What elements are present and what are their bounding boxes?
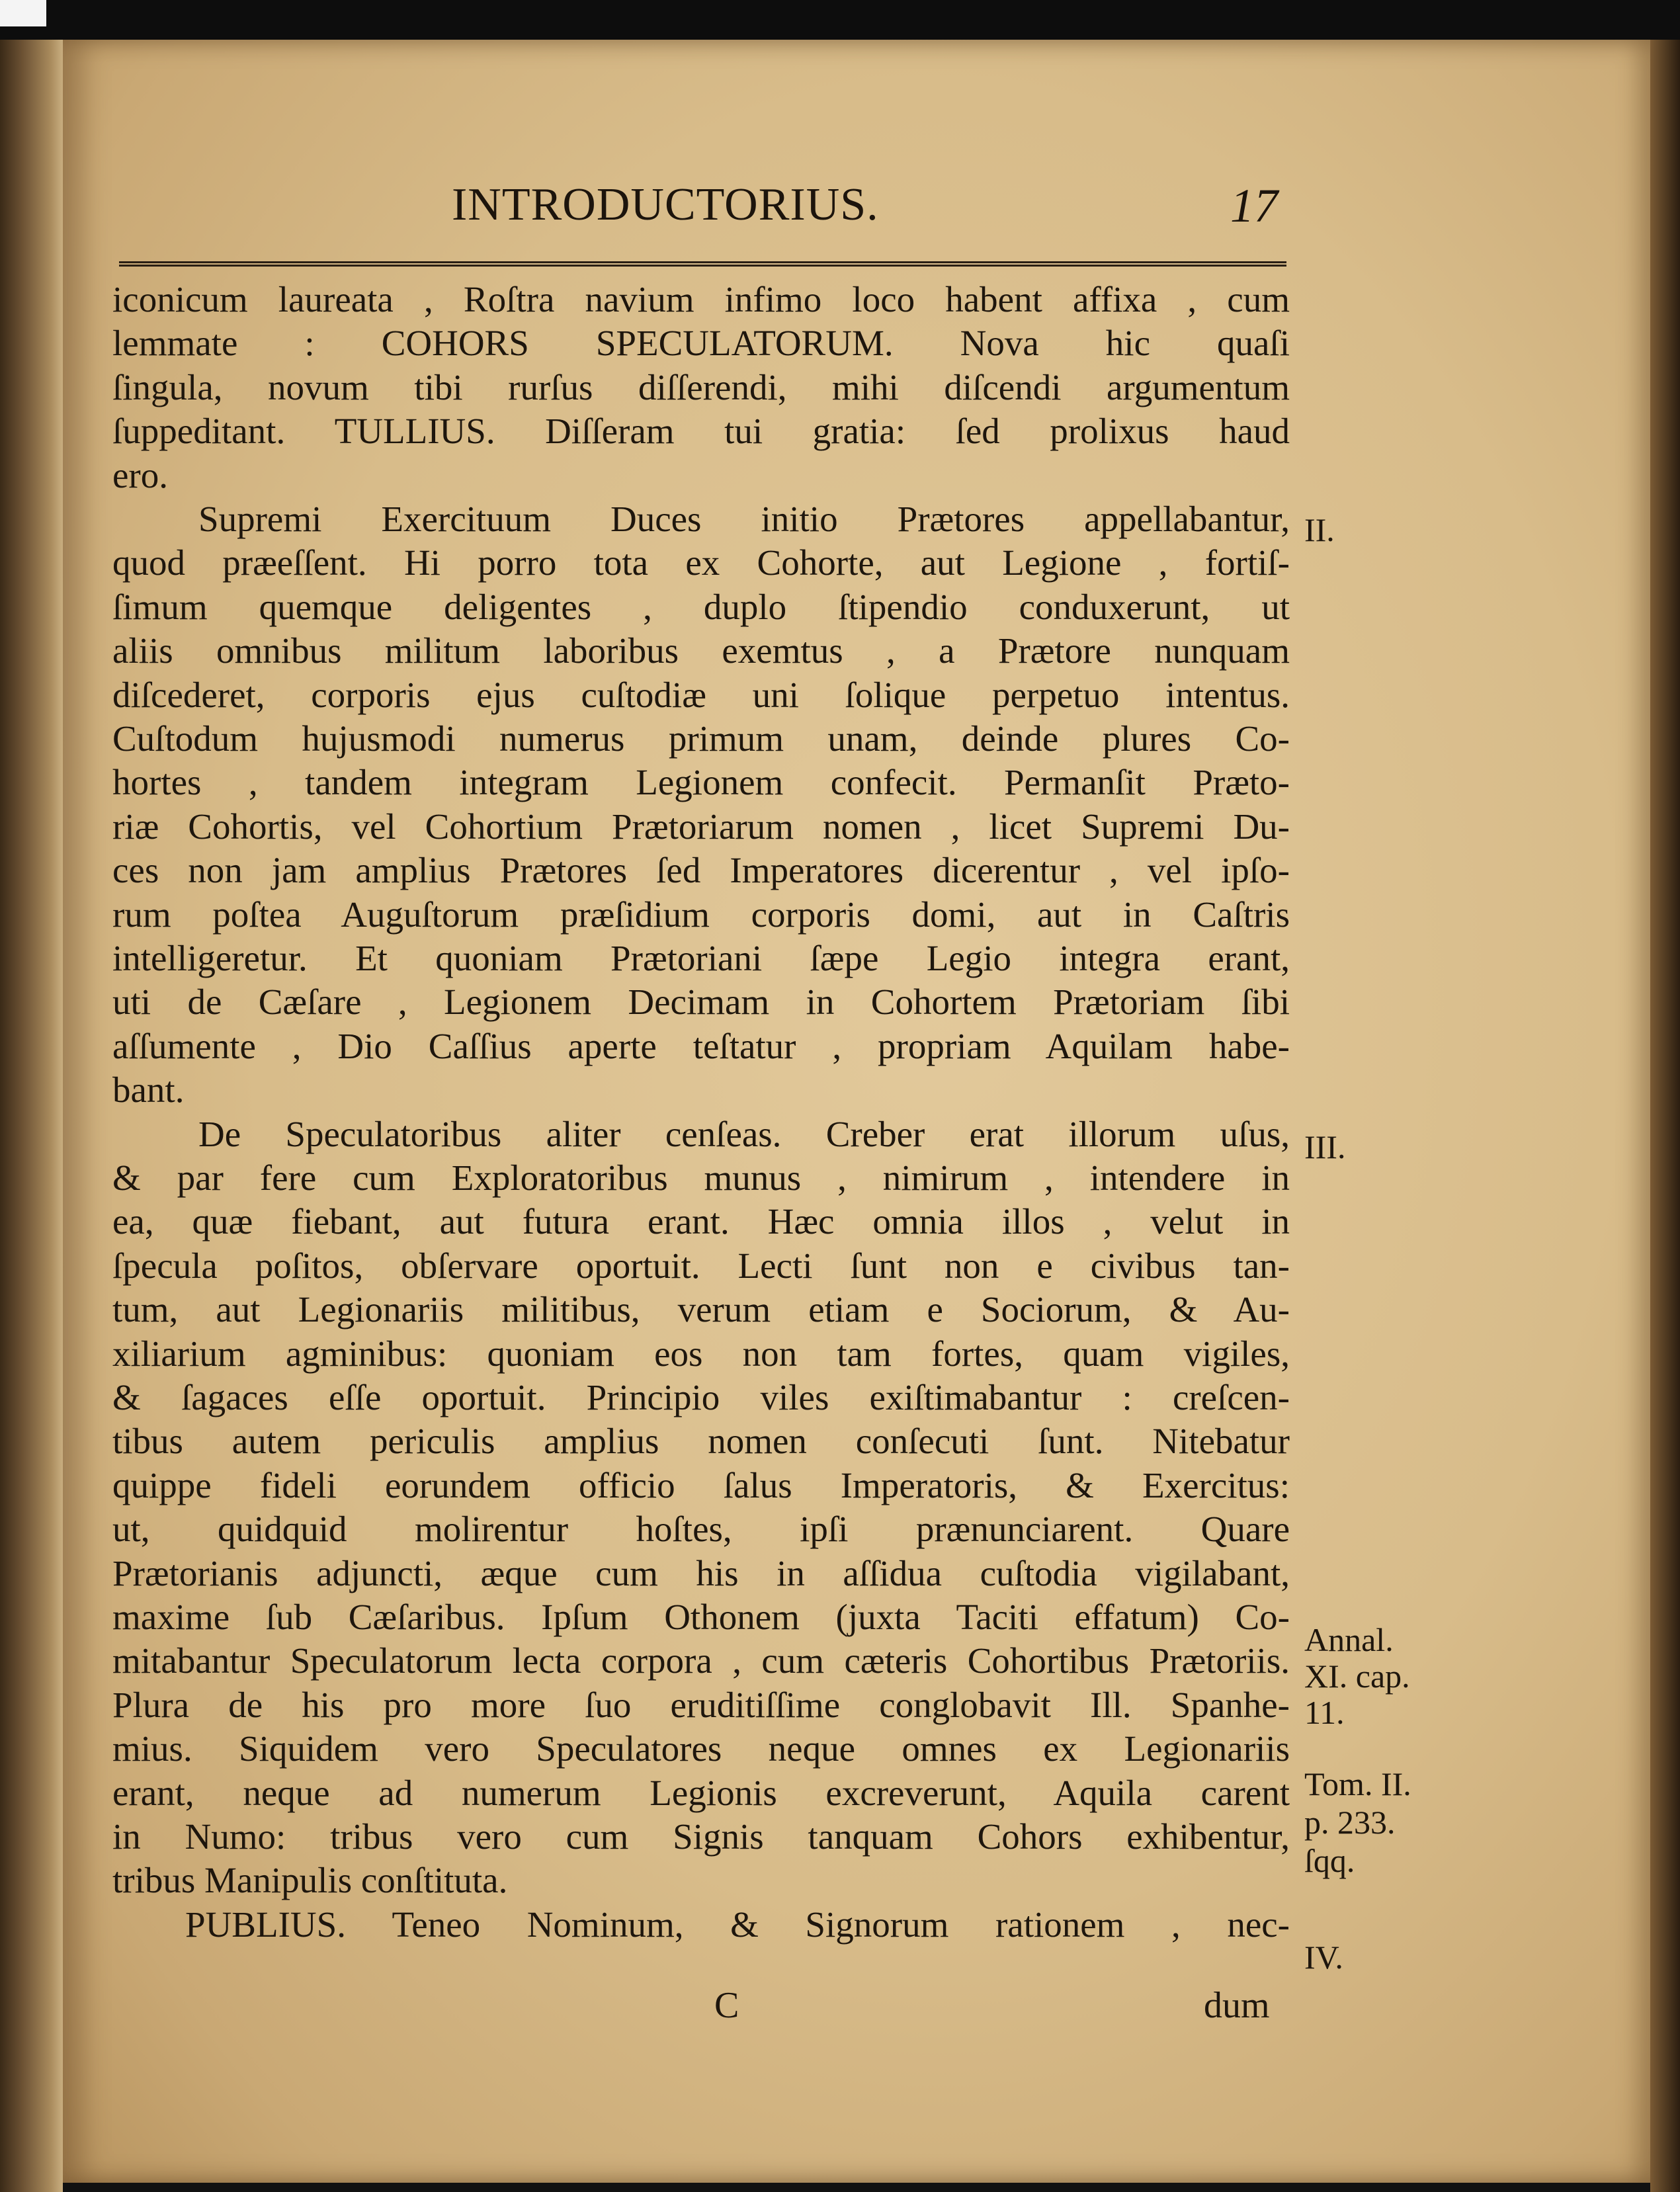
- page-number: 17: [1230, 179, 1278, 232]
- text-line: mitabantur Speculatorum lecta corpora , cum cæteris Cohortibus Prætoriis.: [112, 1640, 1290, 1681]
- text-line: Supremi Exercituum Duces initio Prætores appellabantur,: [198, 499, 1290, 539]
- text-line: PUBLIUS. Teneo Nominum, & Signorum rationem , nec-: [185, 1904, 1290, 1945]
- book-spine: [0, 40, 63, 2192]
- text-line: iconicum laureata , Roſtra navium infimo loco habent affixa , cum: [112, 279, 1290, 319]
- margin-note: IV.: [1304, 1939, 1343, 1976]
- signature-mark: C: [714, 1985, 739, 2026]
- text-line: ſuppeditant. TULLIUS. Diſſeram tui gratia: ſed prolixus haud: [112, 411, 1290, 452]
- text-line: in Numo: tribus vero cum Signis tanquam Cohors exhibentur,: [112, 1816, 1290, 1857]
- text-line: rum poſtea Auguſtorum præſidium corporis domi, aut in Caſtris: [112, 894, 1290, 935]
- catchword: dum: [1204, 1985, 1270, 2026]
- text-line: mius. Siquidem vero Speculatores neque omnes ex Legionariis: [112, 1728, 1290, 1769]
- text-line: uti de Cæſare , Legionem Decimam in Cohortem Prætoriam ſibi: [112, 982, 1290, 1023]
- corner-chip: [0, 0, 46, 26]
- text-line: De Speculatoribus aliter cenſeas. Creber erat illorum uſus,: [198, 1113, 1290, 1154]
- text-line: ſingula, novum tibi rurſus diſſerendi, mihi diſcendi argumentum: [112, 366, 1290, 407]
- text-line: aſſumente , Dio Caſſius aperte teſtatur , propriam Aquilam habe-: [112, 1025, 1290, 1066]
- margin-note: XI. cap.: [1304, 1658, 1410, 1695]
- top-bar: [0, 0, 1680, 40]
- text-line: hortes , tandem integram Legionem confecit. Permanſit Præto-: [112, 762, 1290, 803]
- text-line: riæ Cohortis, vel Cohortium Prætoriarum nomen , licet Supremi Du-: [112, 806, 1290, 847]
- text-line: tribus Manipulis conſtituta.: [112, 1860, 508, 1901]
- text-line: lemmate : COHORS SPECULATORUM. Nova hic quaſi: [112, 323, 1290, 364]
- margin-note: p. 233.: [1304, 1804, 1396, 1841]
- text-line: Cuſtodum hujusmodi numerus primum unam, deinde plures Co-: [112, 718, 1290, 759]
- text-line: ſpecula poſitos, obſervare oportuit. Lecti ſunt non e civibus tan-: [112, 1245, 1290, 1286]
- margin-note: Tom. II.: [1304, 1765, 1411, 1802]
- text-line: ero.: [112, 454, 168, 495]
- text-line: ea, quæ fiebant, aut futura erant. Hæc omnia illos , velut in: [112, 1201, 1290, 1242]
- text-line: quippe fideli eorundem officio ſalus Imperatoris, & Exercitus:: [112, 1464, 1290, 1505]
- text-line: tibus autem periculis amplius nomen conſecuti ſunt. Nitebatur: [112, 1421, 1290, 1462]
- text-line: Prætorianis adjuncti, æque cum his in aſſidua cuſtodia vigilabant,: [112, 1552, 1290, 1593]
- margin-note: ſqq.: [1304, 1842, 1355, 1879]
- margin-note: Annal.: [1304, 1621, 1394, 1658]
- text-line: ces non jam amplius Prætores ſed Imperatores dicerentur , vel ipſo-: [112, 850, 1290, 891]
- text-line: aliis omnibus militum laboribus exemtus , a Prætore nunquam: [112, 630, 1290, 671]
- text-line: maxime ſub Cæſaribus. Ipſum Othonem (juxta Taciti effatum) Co-: [112, 1597, 1290, 1637]
- text-line: xiliarium agminibus: quoniam eos non tam fortes, quam vigiles,: [112, 1333, 1290, 1374]
- text-line: ut, quidquid molirentur hoſtes, ipſi prænunciarent. Quare: [112, 1509, 1290, 1550]
- text-line: Plura de his pro more ſuo eruditiſſime conglobavit Ill. Spanhe-: [112, 1684, 1290, 1725]
- text-line: & ſagaces eſſe oportuit. Principio viles exiſtimabantur : creſcen-: [112, 1377, 1290, 1417]
- text-line: diſcederet, corporis ejus cuſtodiæ uni ſolique perpetuo intentus.: [112, 674, 1290, 715]
- margin-note: III.: [1304, 1128, 1346, 1165]
- text-line: bant.: [112, 1070, 185, 1111]
- margin-note: II.: [1304, 511, 1335, 548]
- text-line: intelligeretur. Et quoniam Prætoriani ſæpe Legio integra erant,: [112, 938, 1290, 978]
- running-header: INTRODUCTORIUS.: [452, 179, 879, 230]
- text-line: quod præeſſent. Hi porro tota ex Cohorte, aut Legione , fortiſ-: [112, 542, 1290, 583]
- text-line: & par fere cum Exploratoribus munus , nimirum , intendere in: [112, 1158, 1290, 1198]
- header-rule: [119, 261, 1286, 267]
- text-line: tum, aut Legionariis militibus, verum etiam e Sociorum, & Au-: [112, 1289, 1290, 1330]
- page-edge: [1650, 40, 1680, 2192]
- margin-note: 11.: [1304, 1694, 1345, 1731]
- text-line: erant, neque ad numerum Legionis excreverunt, Aquila carent: [112, 1772, 1290, 1813]
- text-line: ſimum quemque deligentes , duplo ſtipendio conduxerunt, ut: [112, 586, 1290, 627]
